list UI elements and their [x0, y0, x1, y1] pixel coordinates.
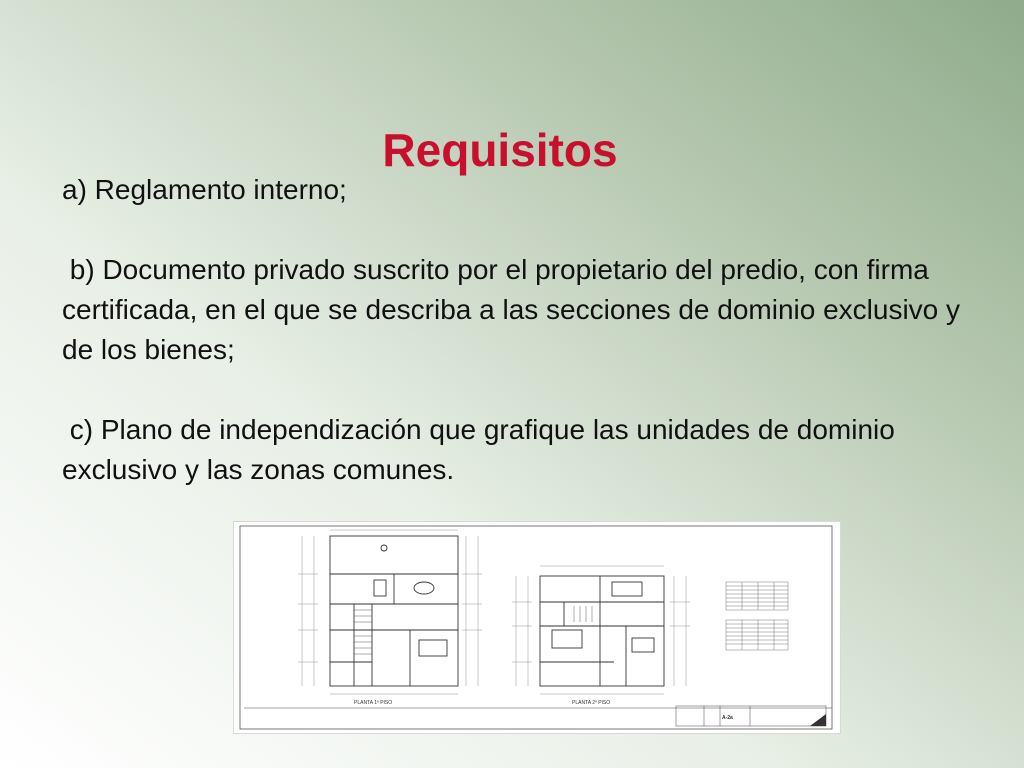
requirement-a: a) Reglamento interno; [62, 174, 347, 205]
slide-title: Requisitos [382, 123, 618, 176]
plan-2-caption: PLANTA 2º PISO [572, 700, 611, 706]
sheet-code: A-2a [722, 715, 733, 721]
requirement-c: c) Plano de independización que grafique las unidades de dominio exclusivo y las zonas comunes. [62, 414, 903, 485]
floor-plan-captions [234, 522, 840, 733]
plan-1-caption: PLANTA 1º PISO [354, 700, 393, 706]
requirements-list [62, 170, 967, 490]
floor-plan-image [233, 521, 841, 734]
requirement-b: b) Documento privado suscrito por el propietario del predio, con firma certificada, en el que se describa a las secciones de dominio exclusivo y de los bienes; [62, 254, 968, 365]
